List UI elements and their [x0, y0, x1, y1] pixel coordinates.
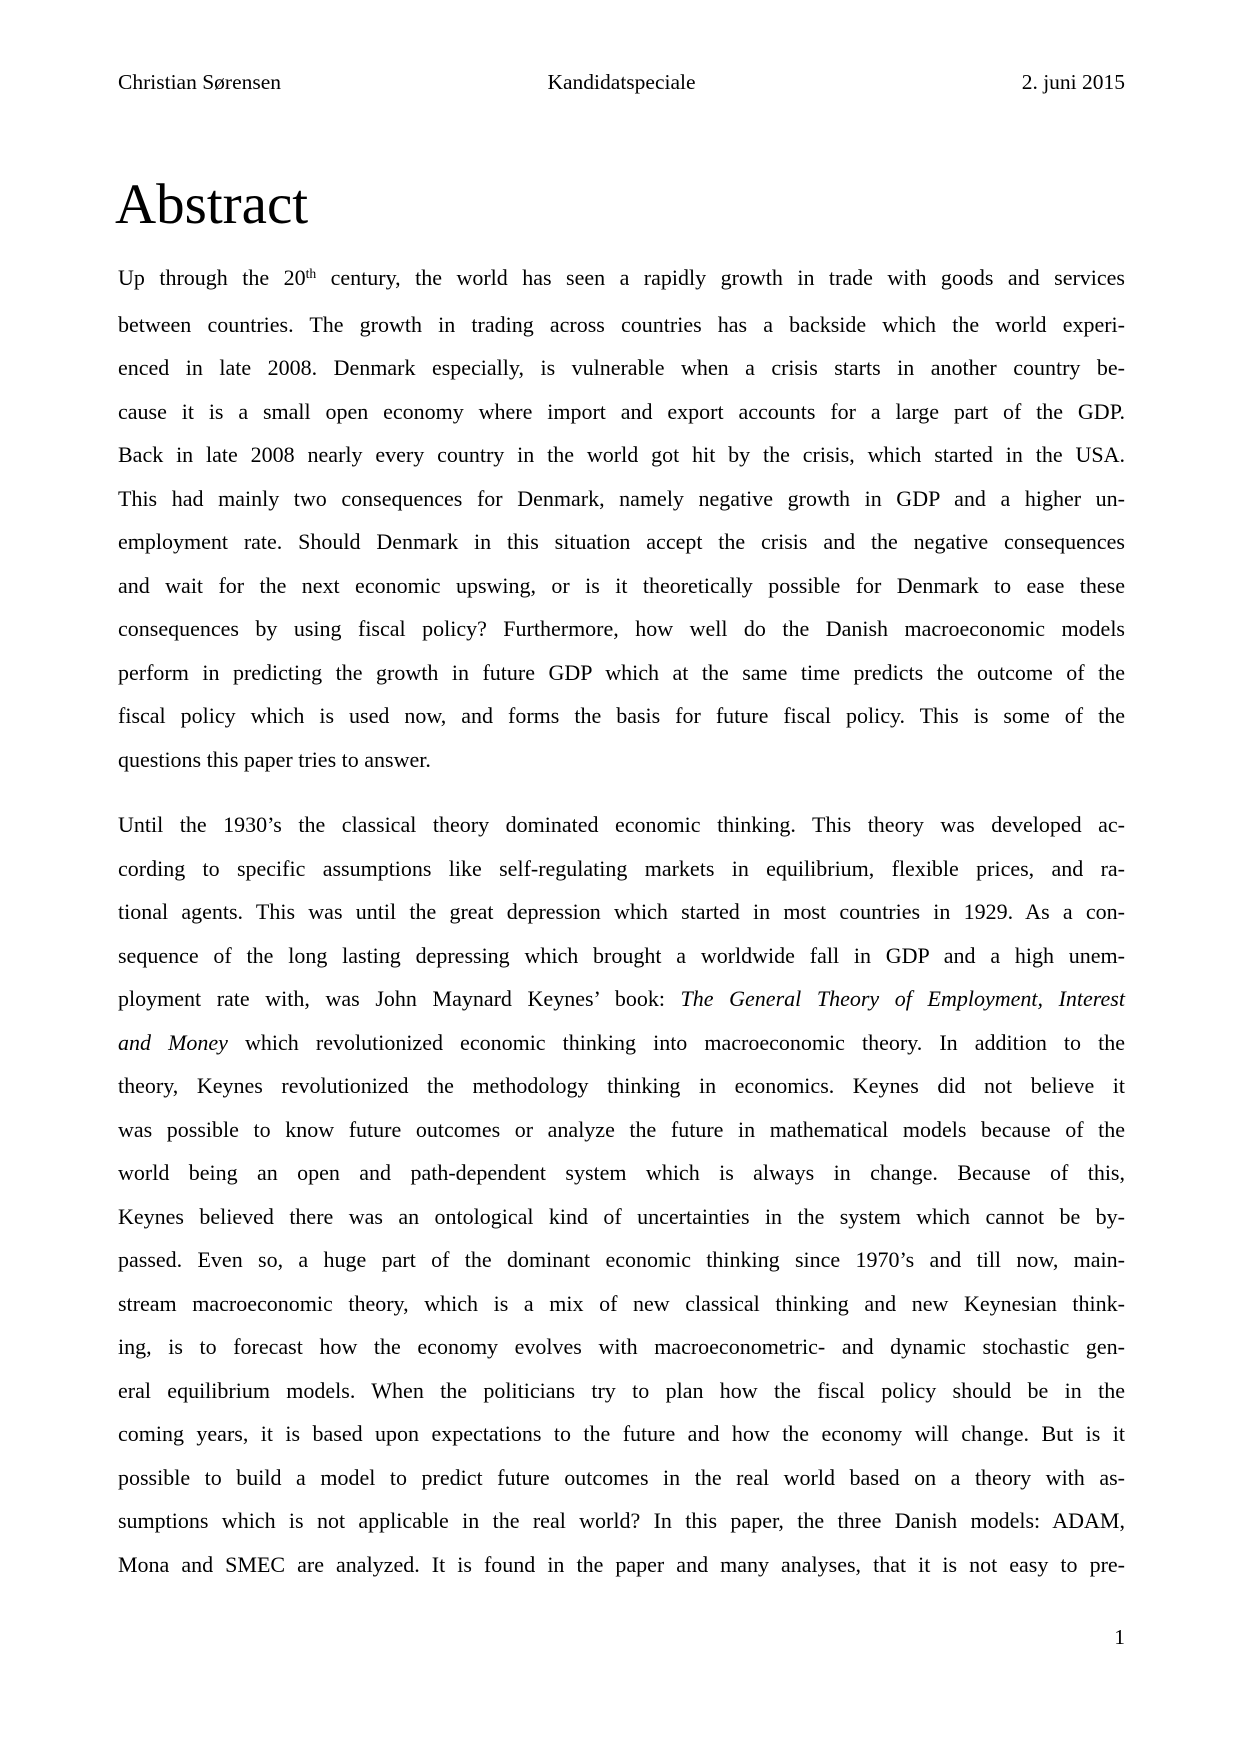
- text-segment: fiscal policy which is used now, and forms the basis for future fiscal policy. This is some of the: [118, 703, 1125, 728]
- text-segment: possible to build a model to predict future outcomes in the real world based on a theory with as-: [118, 1464, 1125, 1490]
- text-segment: coming years, it is based upon expectations to the future and how the economy will change. But is it: [118, 1421, 1125, 1446]
- text-line: [118, 738, 1125, 782]
- text-segment: which revolutionized economic thinking into macroeconomic theory. In addition to the: [227, 1029, 1126, 1055]
- text-segment: eral equilibrium models. When the politicians try to plan how the fiscal policy should be in the: [118, 1377, 1125, 1403]
- paragraph: [118, 803, 1125, 1586]
- text-segment: century, the world has seen a rapidly growth in trade with goods and services: [316, 265, 1125, 290]
- text-segment: ing, is to forecast how the economy evolves with macroeconometric- and dynamic stochastic gen-: [118, 1334, 1125, 1359]
- text-segment: was possible to know future outcomes or analyze the future in mathematical models because of the: [118, 1116, 1125, 1142]
- page-title: Abstract: [115, 173, 309, 236]
- text-segment: employment rate. Should Denmark in this situation accept the crisis and the negative consequences: [118, 529, 1125, 554]
- text-segment: sequence of the long lasting depressing which brought a worldwide fall in GDP and a high unem-: [118, 942, 1125, 968]
- text-line: [118, 1064, 1125, 1108]
- text-line: [118, 346, 1125, 390]
- abstract-body: [118, 256, 1125, 1608]
- text-line: [118, 256, 1125, 303]
- text-segment: sumptions which is not applicable in the real world? In this paper, the three Danish models: ADAM,: [118, 1508, 1125, 1533]
- superscript-text: th: [305, 265, 317, 281]
- text-segment: enced in late 2008. Denmark especially, is vulnerable when a crisis starts in another country be-: [118, 355, 1125, 380]
- text-segment: Keynes believed there was an ontological kind of uncertainties in the system which cannot be by-: [118, 1203, 1125, 1229]
- text-line: [118, 1456, 1125, 1500]
- text-line: [118, 694, 1125, 738]
- text-line: [118, 977, 1125, 1021]
- text-line: [118, 1238, 1125, 1282]
- text-segment: Up through the 20: [118, 265, 306, 290]
- text-segment: Back in late 2008 nearly every country in the world got hit by the crisis, which started in the USA.: [118, 442, 1125, 467]
- text-line: [118, 1369, 1125, 1413]
- text-line: [118, 477, 1125, 521]
- text-line: [118, 607, 1125, 651]
- text-line: [118, 1195, 1125, 1239]
- text-segment: This had mainly two consequences for Denmark, namely negative growth in GDP and a higher un-: [118, 485, 1125, 511]
- page-number: 1: [1114, 1625, 1125, 1649]
- text-segment: ployment rate with, was John Maynard Keynes’ book:: [118, 986, 681, 1011]
- text-line: [118, 651, 1125, 695]
- text-segment: between countries. The growth in trading across countries has a backside which the world experi-: [118, 311, 1125, 337]
- text-segment: questions this paper tries to answer.: [118, 746, 431, 772]
- text-segment: consequences by using fiscal policy? Furthermore, how well do the Danish macroeconomic models: [118, 616, 1125, 641]
- page-header: [118, 70, 1125, 95]
- text-segment: and wait for the next economic upswing, or is it theoretically possible for Denmark to ease these: [118, 572, 1125, 598]
- text-segment: passed. Even so, a huge part of the dominant economic thinking since 1970’s and till now, main-: [118, 1247, 1125, 1272]
- text-line: [118, 303, 1125, 347]
- italic-text: The General Theory of Employment, Interest: [680, 986, 1125, 1011]
- text-line: [118, 1021, 1125, 1065]
- text-line: [118, 564, 1125, 608]
- header-author: Christian Sørensen: [118, 70, 282, 94]
- text-segment: Mona and SMEC are analyzed. It is found in the paper and many analyses, that it is not easy to pre-: [118, 1551, 1125, 1577]
- text-segment: perform in predicting the growth in future GDP which at the same time predicts the outcome of the: [118, 659, 1125, 685]
- text-line: [118, 803, 1125, 847]
- text-line: [118, 1282, 1125, 1326]
- text-line: [118, 390, 1125, 434]
- text-segment: tional agents. This was until the great depression which started in most countries in 1929. As a con-: [118, 899, 1125, 924]
- text-line: [118, 1151, 1125, 1195]
- text-segment: theory, Keynes revolutionized the methodology thinking in economics. Keynes did not believe it: [118, 1073, 1125, 1098]
- text-line: [118, 934, 1125, 978]
- text-segment: cording to specific assumptions like self-regulating markets in equilibrium, flexible prices, and ra-: [118, 855, 1125, 881]
- header-date: 2. juni 2015: [1021, 70, 1126, 94]
- text-line: [118, 1499, 1125, 1543]
- header-doc-type: Kandidatspeciale: [547, 70, 696, 94]
- text-line: [118, 520, 1125, 564]
- text-line: [118, 1543, 1125, 1587]
- text-line: [118, 433, 1125, 477]
- text-line: [118, 1412, 1125, 1456]
- text-line: [118, 1108, 1125, 1152]
- text-segment: cause it is a small open economy where import and export accounts for a large part of the GDP.: [118, 398, 1125, 424]
- italic-text: and Money: [118, 1029, 228, 1055]
- text-segment: stream macroeconomic theory, which is a mix of new classical thinking and new Keynesian think-: [118, 1290, 1125, 1316]
- text-segment: world being an open and path-dependent system which is always in change. Because of this,: [118, 1160, 1125, 1185]
- paragraph: [118, 256, 1125, 781]
- text-segment: Until the 1930’s the classical theory dominated economic thinking. This theory was developed ac-: [118, 812, 1125, 837]
- text-line: [118, 847, 1125, 891]
- text-line: [118, 1325, 1125, 1369]
- text-line: [118, 890, 1125, 934]
